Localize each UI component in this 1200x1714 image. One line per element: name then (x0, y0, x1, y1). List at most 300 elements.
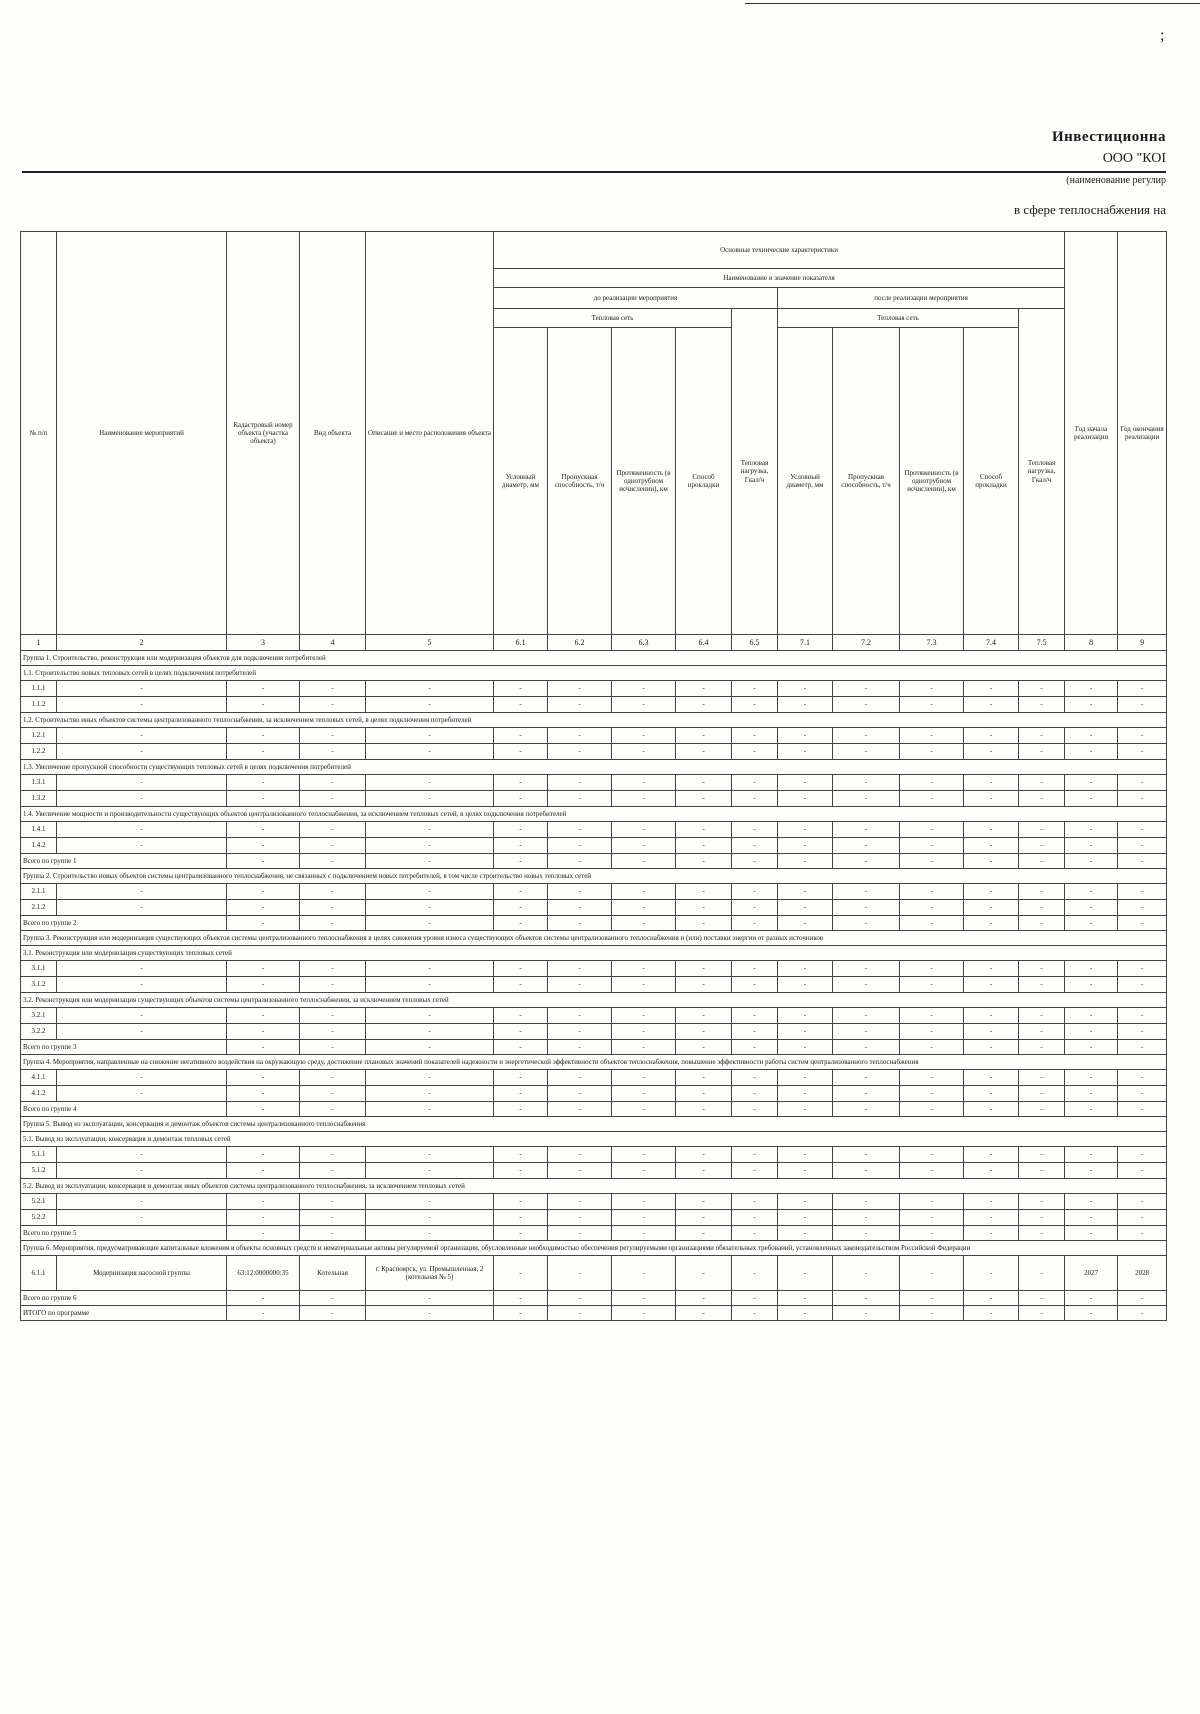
dash-cell: - (494, 681, 548, 697)
row-number: 1.3.1 (21, 775, 57, 791)
dash-cell: - (676, 1024, 732, 1040)
dash-cell: - (548, 1291, 612, 1306)
dash-cell: - (1065, 1102, 1118, 1117)
cell-object-type: - (300, 1163, 366, 1179)
row-number: 1.4.1 (21, 822, 57, 838)
cell-end-year: - (1118, 1086, 1167, 1102)
dash-cell: - (732, 744, 778, 760)
dash-cell: - (964, 1306, 1019, 1321)
cell-object-type: - (300, 1008, 366, 1024)
dash-cell: - (612, 1147, 676, 1163)
cell-cadastral: - (227, 1147, 300, 1163)
cell-cadastral: - (227, 791, 300, 807)
row-number: 1.2.2 (21, 744, 57, 760)
row-number: 2.1.1 (21, 884, 57, 900)
group-label: Группа 2. Строительство новых объектов системы централизованного теплоснабжения, не связанных с подключением новых потребителей, в том числе строительство новых тепловых сетей (21, 869, 1167, 884)
column-number-row (21, 635, 1167, 651)
dash-cell: - (548, 961, 612, 977)
table-row (21, 697, 1167, 713)
cell-cadastral: - (227, 1024, 300, 1040)
cell-cadastral: - (227, 1008, 300, 1024)
dash-cell: - (548, 838, 612, 854)
cell-start-year: - (1065, 681, 1118, 697)
dash-cell: - (833, 1040, 900, 1055)
dash-cell: - (778, 1147, 833, 1163)
dash-cell: - (494, 697, 548, 713)
cell-event: - (57, 697, 227, 713)
cell-object-type: - (300, 1070, 366, 1086)
dash-cell: - (900, 977, 964, 993)
dash-cell: - (676, 697, 732, 713)
dash-cell: - (778, 1163, 833, 1179)
cell-location: - (366, 884, 494, 900)
cell-cadastral: - (227, 900, 300, 916)
dash-cell: - (833, 854, 900, 869)
column-number: 7.5 (1019, 635, 1065, 651)
cell-location: - (366, 681, 494, 697)
total-label: Всего по группе 3 (21, 1040, 227, 1055)
row-number: 3.1.2 (21, 977, 57, 993)
dash-cell: - (548, 977, 612, 993)
dash-cell: - (494, 916, 548, 931)
dash-cell: - (900, 1194, 964, 1210)
dash-cell: - (494, 1040, 548, 1055)
dash-cell: - (778, 791, 833, 807)
dash-cell: - (366, 854, 494, 869)
cell-object-type: - (300, 1086, 366, 1102)
header-load-after: Тепловая нагрузка, Гкал/ч (1019, 309, 1065, 635)
dash-cell: - (227, 1306, 300, 1321)
subgroup-label: 1.3. Увеличение пропускной способности существующих тепловых сетей в целях подключения потребителей (21, 760, 1167, 775)
dash-cell: - (548, 697, 612, 713)
dash-cell: - (833, 1163, 900, 1179)
cell-cadastral: - (227, 884, 300, 900)
cell-event: - (57, 1163, 227, 1179)
cell-cadastral: - (227, 775, 300, 791)
dash-cell: - (778, 1194, 833, 1210)
cell-end-year: - (1118, 1147, 1167, 1163)
cell-start-year: - (1065, 900, 1118, 916)
dash-cell: - (548, 1040, 612, 1055)
dash-cell: - (612, 1291, 676, 1306)
dash-cell: - (900, 900, 964, 916)
cell-event: - (57, 744, 227, 760)
dash-cell: - (1065, 1040, 1118, 1055)
dash-cell: - (494, 1070, 548, 1086)
organization-caption: (наименование регулир (1066, 175, 1166, 186)
dash-cell: - (1019, 1226, 1065, 1241)
dash-cell: - (1065, 916, 1118, 931)
dash-cell: - (1019, 681, 1065, 697)
dash-cell: - (494, 744, 548, 760)
dash-cell: - (833, 884, 900, 900)
cell-object-type: - (300, 681, 366, 697)
dash-cell: - (676, 728, 732, 744)
cell-end-year: - (1118, 775, 1167, 791)
cell-start-year: - (1065, 744, 1118, 760)
header-location: Описание и место расположения объекта (366, 232, 494, 635)
subgroup-row (21, 760, 1167, 775)
header-start-year: Год начала реализации (1065, 232, 1118, 635)
cell-start-year: - (1065, 1024, 1118, 1040)
group-row (21, 869, 1167, 884)
dash-cell: - (732, 681, 778, 697)
cell-end-year: - (1118, 838, 1167, 854)
dash-cell: - (1019, 1147, 1065, 1163)
dash-cell: - (612, 1070, 676, 1086)
table-row (21, 1086, 1167, 1102)
dash-cell: - (548, 1210, 612, 1226)
table-row (21, 1008, 1167, 1024)
dash-cell: - (227, 1291, 300, 1306)
dash-cell: - (494, 1256, 548, 1291)
dash-cell: - (778, 1210, 833, 1226)
header-cadastral: Кадастровый номер объекта (участка объекта) (227, 232, 300, 635)
table-row (21, 1024, 1167, 1040)
dash-cell: - (732, 1291, 778, 1306)
dash-cell: - (833, 791, 900, 807)
dash-cell: - (1118, 1102, 1167, 1117)
table-row (21, 900, 1167, 916)
cell-start-year: - (1065, 791, 1118, 807)
dash-cell: - (833, 1256, 900, 1291)
dash-cell: - (833, 1226, 900, 1241)
dash-cell: - (494, 1086, 548, 1102)
cell-location: - (366, 838, 494, 854)
cell-object-type: - (300, 838, 366, 854)
dash-cell: - (1118, 1226, 1167, 1241)
cell-object-type: - (300, 822, 366, 838)
dash-cell: - (900, 775, 964, 791)
dash-cell: - (676, 744, 732, 760)
dash-cell: - (612, 1102, 676, 1117)
table-row (21, 977, 1167, 993)
dash-cell: - (1118, 916, 1167, 931)
dash-cell: - (612, 728, 676, 744)
subgroup-row (21, 713, 1167, 728)
group-row (21, 1117, 1167, 1132)
cell-end-year: - (1118, 744, 1167, 760)
dash-cell: - (300, 1306, 366, 1321)
dash-cell: - (833, 728, 900, 744)
dash-cell: - (494, 1210, 548, 1226)
dash-cell: - (833, 838, 900, 854)
document-title: Инвестиционна (1052, 129, 1166, 145)
dash-cell: - (366, 916, 494, 931)
dash-cell: - (227, 854, 300, 869)
dash-cell: - (1019, 1256, 1065, 1291)
dash-cell: - (833, 1102, 900, 1117)
cell-location: - (366, 1210, 494, 1226)
dash-cell: - (1118, 1306, 1167, 1321)
cell-object-type: - (300, 1147, 366, 1163)
cell-start-year: - (1065, 822, 1118, 838)
dash-cell: - (548, 916, 612, 931)
dash-cell: - (964, 791, 1019, 807)
subgroup-label: 5.2. Вывод из эксплуатации, консервация и демонтаж иных объектов системы централизованного теплоснабжения, за исключением тепловых сетей (21, 1179, 1167, 1194)
dash-cell: - (900, 916, 964, 931)
row-number: 5.2.1 (21, 1194, 57, 1210)
dash-cell: - (548, 1306, 612, 1321)
dash-cell: - (778, 1226, 833, 1241)
dash-cell: - (900, 961, 964, 977)
column-number: 6.2 (548, 635, 612, 651)
dash-cell: - (494, 854, 548, 869)
dash-cell: - (676, 1306, 732, 1321)
row-number: 3.2.2 (21, 1024, 57, 1040)
cell-event: - (57, 1070, 227, 1086)
row-number: 1.4.2 (21, 838, 57, 854)
total-label: Всего по группе 1 (21, 854, 227, 869)
dash-cell: - (612, 744, 676, 760)
cell-location: - (366, 961, 494, 977)
dash-cell: - (900, 1147, 964, 1163)
cell-end-year: - (1118, 884, 1167, 900)
dash-cell: - (964, 728, 1019, 744)
investment-program-table (20, 231, 1167, 1321)
header-main-characteristics: Основные технические характеристики (494, 232, 1065, 269)
subgroup-label: 1.4. Увеличение мощности и производительности существующих объектов централизованного теплоснабжения, за исключением тепловых сетей, в целях подключения потребителей (21, 807, 1167, 822)
header-indicator: Наименование и значение показателя (494, 269, 1065, 288)
dash-cell: - (833, 744, 900, 760)
dash-cell: - (548, 1008, 612, 1024)
organization-name: ООО "КОІ (1102, 151, 1166, 166)
cell-event: - (57, 838, 227, 854)
dash-cell: - (732, 1024, 778, 1040)
header-diameter-after: Условный диаметр, мм (778, 328, 833, 635)
dash-cell: - (1019, 1163, 1065, 1179)
dash-cell: - (778, 977, 833, 993)
dash-cell: - (778, 728, 833, 744)
dash-cell: - (778, 838, 833, 854)
dash-cell: - (1118, 1291, 1167, 1306)
dash-cell: - (732, 1163, 778, 1179)
dash-cell: - (833, 822, 900, 838)
dash-cell: - (548, 1086, 612, 1102)
cell-location: - (366, 697, 494, 713)
dash-cell: - (612, 961, 676, 977)
cell-end-year: - (1118, 961, 1167, 977)
cell-location: - (366, 1070, 494, 1086)
cell-location: - (366, 1163, 494, 1179)
dash-cell: - (1019, 916, 1065, 931)
dash-cell: - (778, 916, 833, 931)
dash-cell: - (833, 1210, 900, 1226)
dash-cell: - (964, 1194, 1019, 1210)
row-number: 3.1.1 (21, 961, 57, 977)
dash-cell: - (1019, 1210, 1065, 1226)
cell-end-year: - (1118, 728, 1167, 744)
dash-cell: - (900, 1102, 964, 1117)
dash-cell: - (494, 884, 548, 900)
dash-cell: - (732, 1102, 778, 1117)
dash-cell: - (676, 1163, 732, 1179)
dash-cell: - (833, 1291, 900, 1306)
total-label: Всего по группе 6 (21, 1291, 227, 1306)
dash-cell: - (1065, 854, 1118, 869)
dash-cell: - (900, 1040, 964, 1055)
dash-cell: - (494, 900, 548, 916)
dash-cell: - (732, 1306, 778, 1321)
dash-cell: - (494, 1291, 548, 1306)
dash-cell: - (732, 1147, 778, 1163)
subgroup-row (21, 1179, 1167, 1194)
dash-cell: - (676, 1086, 732, 1102)
dash-cell: - (964, 1086, 1019, 1102)
dash-cell: - (1019, 1024, 1065, 1040)
dash-cell: - (732, 854, 778, 869)
dash-cell: - (833, 1008, 900, 1024)
dash-cell: - (494, 977, 548, 993)
column-number: 7.2 (833, 635, 900, 651)
corner-mark: ; (1160, 27, 1165, 44)
header-object-type: Вид объекта (300, 232, 366, 635)
dash-cell: - (676, 822, 732, 838)
dash-cell: - (732, 916, 778, 931)
cell-object-type: - (300, 1194, 366, 1210)
cell-start-year: - (1065, 961, 1118, 977)
cell-start-year: - (1065, 1070, 1118, 1086)
dash-cell: - (676, 961, 732, 977)
cell-event: - (57, 884, 227, 900)
dash-cell: - (1065, 1226, 1118, 1241)
dash-cell: - (300, 854, 366, 869)
dash-cell: - (778, 1040, 833, 1055)
dash-cell: - (900, 744, 964, 760)
column-number: 4 (300, 635, 366, 651)
row-number: 5.1.2 (21, 1163, 57, 1179)
dash-cell: - (1019, 1070, 1065, 1086)
column-number: 3 (227, 635, 300, 651)
cell-object-type: - (300, 884, 366, 900)
dash-cell: - (1019, 1008, 1065, 1024)
cell-end-year: - (1118, 900, 1167, 916)
dash-cell: - (612, 1163, 676, 1179)
dash-cell: - (900, 884, 964, 900)
dash-cell: - (964, 1163, 1019, 1179)
dash-cell: - (494, 822, 548, 838)
dash-cell: - (548, 744, 612, 760)
group-row (21, 1055, 1167, 1070)
dash-cell: - (676, 1210, 732, 1226)
cell-location: - (366, 1008, 494, 1024)
table-row (21, 728, 1167, 744)
cell-start-year: - (1065, 977, 1118, 993)
top-edge-rule (745, 3, 1200, 4)
cell-location: г. Красноярск, ул. Промышленная, 2 (котельная № 5) (366, 1256, 494, 1291)
dash-cell: - (732, 1226, 778, 1241)
dash-cell: - (494, 1194, 548, 1210)
dash-cell: - (778, 1008, 833, 1024)
dash-cell: - (1019, 1194, 1065, 1210)
dash-cell: - (964, 697, 1019, 713)
cell-object-type: - (300, 961, 366, 977)
cell-event: - (57, 822, 227, 838)
cell-cadastral: - (227, 977, 300, 993)
column-number: 6.4 (676, 635, 732, 651)
organization-underline (22, 171, 1166, 173)
dash-cell: - (366, 1040, 494, 1055)
dash-cell: - (778, 1024, 833, 1040)
dash-cell: - (1019, 977, 1065, 993)
dash-cell: - (1019, 854, 1065, 869)
dash-cell: - (1019, 822, 1065, 838)
cell-cadastral: - (227, 744, 300, 760)
cell-event: - (57, 1147, 227, 1163)
dash-cell: - (900, 854, 964, 869)
cell-location: - (366, 744, 494, 760)
table-row (21, 961, 1167, 977)
cell-cadastral: - (227, 822, 300, 838)
dash-cell: - (494, 1163, 548, 1179)
cell-start-year: - (1065, 1163, 1118, 1179)
dash-cell: - (548, 775, 612, 791)
cell-location: - (366, 977, 494, 993)
total-row (21, 1226, 1167, 1241)
cell-object-type: - (300, 791, 366, 807)
dash-cell: - (964, 1008, 1019, 1024)
dash-cell: - (612, 1256, 676, 1291)
dash-cell: - (900, 1256, 964, 1291)
dash-cell: - (1019, 900, 1065, 916)
table-row (21, 744, 1167, 760)
dash-cell: - (494, 961, 548, 977)
dash-cell: - (548, 854, 612, 869)
dash-cell: - (612, 916, 676, 931)
cell-object-type: - (300, 697, 366, 713)
dash-cell: - (778, 884, 833, 900)
dash-cell: - (548, 1163, 612, 1179)
cell-object-type: Котельная (300, 1256, 366, 1291)
cell-start-year: - (1065, 728, 1118, 744)
subgroup-row (21, 1132, 1167, 1147)
dash-cell: - (732, 1040, 778, 1055)
row-number: 1.1.1 (21, 681, 57, 697)
dash-cell: - (833, 1070, 900, 1086)
dash-cell: - (833, 1194, 900, 1210)
table-row (21, 1210, 1167, 1226)
dash-cell: - (1019, 791, 1065, 807)
table-row (21, 1256, 1167, 1291)
dash-cell: - (300, 1040, 366, 1055)
dash-cell: - (1019, 961, 1065, 977)
dash-cell: - (227, 1102, 300, 1117)
cell-cadastral: - (227, 1210, 300, 1226)
dash-cell: - (548, 681, 612, 697)
cell-end-year: - (1118, 1070, 1167, 1086)
group-label: Группа 3. Реконструкция или модернизация существующих объектов системы централизованного теплоснабжения в целях снижения уровня износа существующих объектов системы централизованного теплоснабжения и (или) поставки энергии от разных источников (21, 931, 1167, 946)
row-number: 1.1.2 (21, 697, 57, 713)
cell-event: - (57, 1194, 227, 1210)
dash-cell: - (732, 697, 778, 713)
table-row (21, 838, 1167, 854)
dash-cell: - (227, 1040, 300, 1055)
dash-cell: - (732, 1086, 778, 1102)
dash-cell: - (900, 1306, 964, 1321)
column-number: 6.5 (732, 635, 778, 651)
cell-event: - (57, 961, 227, 977)
dash-cell: - (494, 775, 548, 791)
cell-end-year: - (1118, 1024, 1167, 1040)
cell-cadastral: - (227, 697, 300, 713)
dash-cell: - (732, 961, 778, 977)
cell-event: - (57, 791, 227, 807)
cell-start-year: - (1065, 775, 1118, 791)
cell-end-year: - (1118, 977, 1167, 993)
dash-cell: - (548, 1194, 612, 1210)
cell-cadastral: - (227, 838, 300, 854)
dash-cell: - (676, 854, 732, 869)
